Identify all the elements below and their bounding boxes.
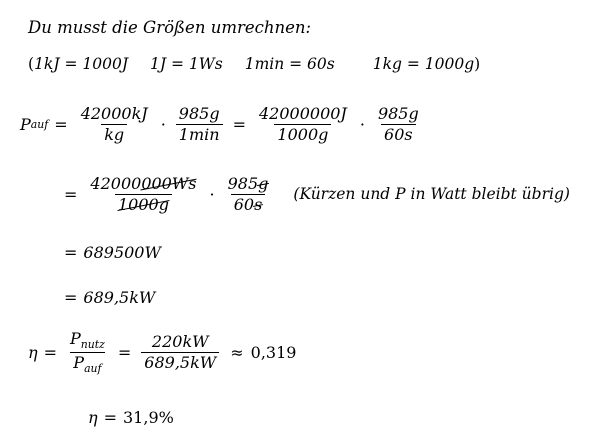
- equation-result-watt: [58, 243, 161, 262]
- intro-text: Du musst die Größen umrechnen:: [28, 18, 312, 37]
- denominator-cancelled-part: 1000g: [117, 194, 169, 214]
- fraction-numerator: 985g: [377, 104, 419, 123]
- equals-sign-1: =: [54, 114, 68, 134]
- equation-efficiency-percent: [88, 408, 174, 427]
- fraction-numerator: 42000kJ: [80, 104, 148, 123]
- fraction-42000000J-per-1000g: [256, 105, 350, 144]
- equals-sign-2: =: [232, 114, 246, 134]
- fraction-42000kJ-per-kg: [78, 105, 151, 144]
- p-auf-symbol: P: [73, 353, 85, 373]
- fraction-cancelled-985g-per-60s: [225, 175, 272, 214]
- numerator-kept-digits: 42000: [90, 174, 142, 193]
- equals-sign: =: [64, 288, 78, 307]
- fraction-220kw-per-689-5kw: [141, 333, 219, 372]
- conversion-2: 1J = 1Ws: [150, 55, 223, 73]
- fraction-985g-per-60s: [375, 105, 422, 144]
- paren-close: ): [474, 55, 481, 73]
- fraction-denominator: [231, 194, 266, 214]
- paren-open: (: [28, 55, 35, 73]
- equation-p-auf-setup: [20, 105, 426, 144]
- p-nutz-symbol: P: [70, 329, 81, 348]
- p-nutz-subscript: nutz: [80, 338, 105, 352]
- denominator-cancelled-unit: s: [254, 194, 263, 214]
- result-value-kilowatt: 689,5kW: [83, 288, 156, 307]
- equals-sign-1: =: [43, 343, 57, 363]
- numerator-kept-digits: 985: [227, 174, 259, 193]
- fraction-numerator: 985g: [178, 104, 220, 123]
- fraction-numerator: 220kW: [151, 332, 209, 352]
- fraction-numerator: [67, 330, 108, 352]
- equals-sign-2: =: [117, 343, 132, 363]
- p-auf-subscript: auf: [84, 362, 102, 376]
- conversion-1: 1kJ = 1000J: [34, 55, 129, 73]
- fraction-pnutz-per-pauf: [67, 330, 108, 376]
- conversion-4: 1kg = 1000g: [372, 55, 475, 73]
- multiplication-dot-1: ·: [160, 114, 166, 134]
- numerator-cancelled-unit: g: [258, 174, 269, 193]
- equation-result-kilowatt: [58, 288, 155, 307]
- fraction-numerator: [87, 175, 199, 194]
- fraction-denominator: kg: [101, 124, 127, 144]
- denominator-kept-digits: 60: [233, 194, 255, 214]
- equals-sign: =: [103, 408, 117, 427]
- conversion-3: 1min = 60s: [244, 55, 335, 73]
- fraction-cancelled-ws-per-1000g: [87, 175, 199, 214]
- efficiency-percent-result: 31,9%: [123, 408, 174, 427]
- multiplication-dot: ·: [209, 184, 215, 204]
- unit-conversions-line: [28, 55, 480, 73]
- fraction-numerator: [225, 175, 272, 194]
- numerator-cancelled-part: 000Ws: [141, 174, 197, 193]
- fraction-denominator: 60s: [381, 124, 416, 144]
- equals-sign: =: [64, 243, 78, 262]
- fraction-denominator: [115, 194, 172, 214]
- fraction-numerator: 42000000J: [258, 104, 347, 123]
- fraction-denominator: 1000g: [274, 124, 331, 144]
- approximately-equal-sign: ≈: [230, 343, 244, 363]
- fraction-denominator: 689,5kW: [141, 352, 219, 372]
- fraction-985g-per-1min: [176, 105, 223, 144]
- eta-symbol: η: [88, 408, 98, 427]
- result-value-watt: 689500W: [83, 243, 161, 262]
- p-auf-symbol: P: [20, 114, 31, 134]
- multiplication-dot-2: ·: [359, 114, 365, 134]
- equals-sign: =: [64, 184, 78, 204]
- equation-efficiency: [28, 330, 296, 376]
- fraction-denominator: 1min: [176, 124, 223, 144]
- equation-cancelling-step: [58, 175, 570, 214]
- cancelling-note: (Kürzen und P in Watt bleibt übrig): [293, 185, 570, 204]
- fraction-denominator: [70, 352, 104, 375]
- efficiency-decimal-result: 0,319: [250, 343, 297, 363]
- p-auf-subscript: auf: [30, 117, 49, 131]
- eta-symbol: η: [28, 343, 38, 363]
